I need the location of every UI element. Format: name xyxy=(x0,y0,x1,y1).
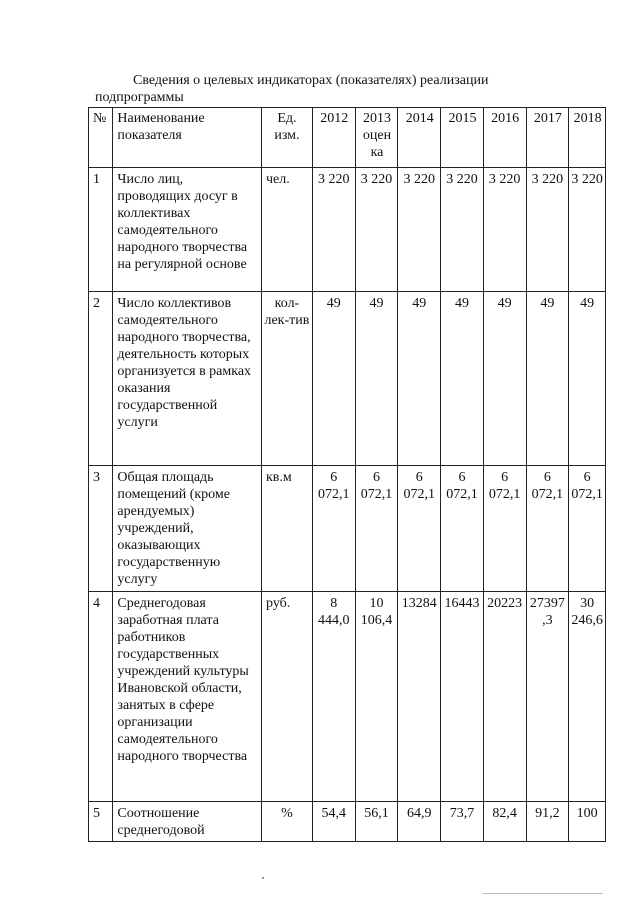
table-row xyxy=(89,592,606,802)
table-row xyxy=(89,168,606,292)
row-value: 91,2 xyxy=(526,802,569,842)
table-row xyxy=(89,466,606,592)
row-value: 6 072,1 xyxy=(526,466,569,592)
row-value: 6 072,1 xyxy=(312,466,355,592)
row-value: 13284 xyxy=(398,592,441,802)
row-unit: кол-лек-тив xyxy=(262,292,313,466)
row-value: 3 220 xyxy=(569,168,606,292)
document-title: Сведения о целевых индикаторах (показателях) реализации подпрограммы xyxy=(95,73,489,105)
row-unit: % xyxy=(262,802,313,842)
header-num: № xyxy=(89,108,113,168)
row-name: Соотношение среднегодовой xyxy=(113,802,262,842)
scan-artifact xyxy=(483,893,603,894)
table-header-row xyxy=(89,108,606,168)
row-value: 49 xyxy=(569,292,606,466)
row-value: 3 220 xyxy=(441,168,484,292)
row-name: Общая площадь помещений (кроме арендуемых) учреждений, оказывающих государственную услугу xyxy=(113,466,262,592)
header-year: 2014 xyxy=(398,108,441,168)
row-value: 6 072,1 xyxy=(569,466,606,592)
row-num: 2 xyxy=(89,292,113,466)
indicators-table xyxy=(88,107,606,842)
header-year: 2016 xyxy=(483,108,526,168)
row-num: 1 xyxy=(89,168,113,292)
header-unit: Ед. изм. xyxy=(262,108,313,168)
table-row xyxy=(89,292,606,466)
row-value: 8 444,0 xyxy=(312,592,355,802)
row-value: 54,4 xyxy=(312,802,355,842)
row-value: 16443 xyxy=(441,592,484,802)
row-value: 27397,3 xyxy=(526,592,569,802)
row-value: 64,9 xyxy=(398,802,441,842)
row-value: 49 xyxy=(483,292,526,466)
row-name: Число коллективов самодеятельного народного творчества, деятельность которых организуется в рамках оказания государственной услуги xyxy=(113,292,262,466)
row-value: 20223 xyxy=(483,592,526,802)
row-unit: чел. xyxy=(262,168,313,292)
row-value: 49 xyxy=(526,292,569,466)
row-value: 10 106,4 xyxy=(355,592,398,802)
table-row xyxy=(89,802,606,842)
row-value: 82,4 xyxy=(483,802,526,842)
row-value: 49 xyxy=(441,292,484,466)
row-value: 49 xyxy=(355,292,398,466)
row-value: 3 220 xyxy=(398,168,441,292)
row-value: 6 072,1 xyxy=(483,466,526,592)
row-num: 3 xyxy=(89,466,113,592)
row-value: 30 246,6 xyxy=(569,592,606,802)
row-num: 4 xyxy=(89,592,113,802)
row-value: 6 072,1 xyxy=(398,466,441,592)
header-name: Наименование показателя xyxy=(113,108,262,168)
row-value: 3 220 xyxy=(355,168,398,292)
row-value: 3 220 xyxy=(312,168,355,292)
row-value: 3 220 xyxy=(526,168,569,292)
row-value: 3 220 xyxy=(483,168,526,292)
header-year: 2013 оценка xyxy=(355,108,398,168)
header-year: 2018 xyxy=(569,108,606,168)
row-name: Среднегодовая заработная плата работников государственных учреждений культуры Ивановской области, занятых в сфере организации самодеятельного народного творчества xyxy=(113,592,262,802)
row-value: 73,7 xyxy=(441,802,484,842)
row-num: 5 xyxy=(89,802,113,842)
header-year: 2017 xyxy=(526,108,569,168)
row-name: Число лиц, проводящих досуг в коллективах самодеятельного народного творчества на регулярной основе xyxy=(113,168,262,292)
row-value: 6 072,1 xyxy=(441,466,484,592)
row-value: 6 072,1 xyxy=(355,466,398,592)
row-value: 49 xyxy=(312,292,355,466)
row-unit: руб. xyxy=(262,592,313,802)
header-year: 2015 xyxy=(441,108,484,168)
scan-artifact xyxy=(262,877,264,879)
row-value: 100 xyxy=(569,802,606,842)
row-value: 56,1 xyxy=(355,802,398,842)
row-unit: кв.м xyxy=(262,466,313,592)
header-year: 2012 xyxy=(312,108,355,168)
row-value: 49 xyxy=(398,292,441,466)
